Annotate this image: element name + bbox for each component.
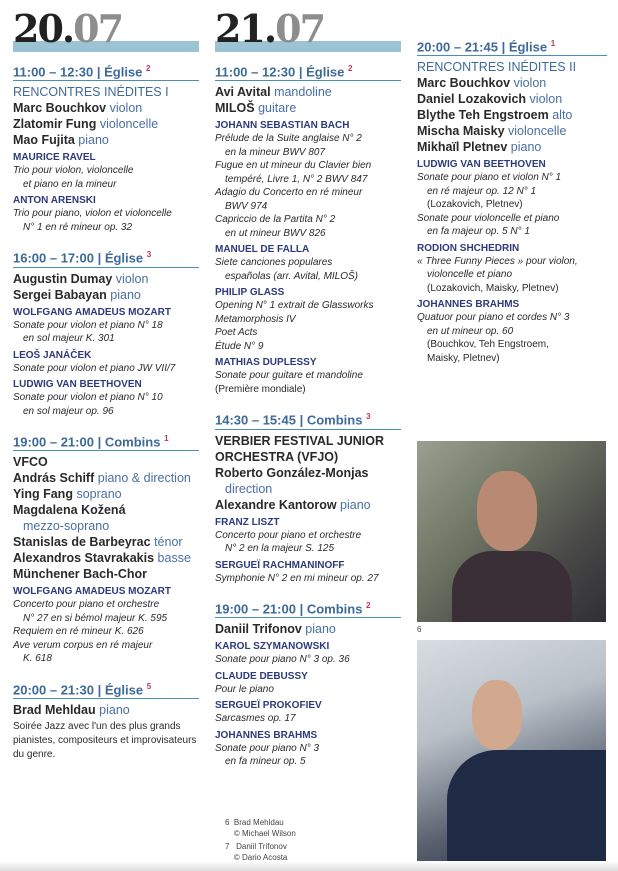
performer-name: Mikhaïl Pletnev [417,140,508,155]
time-venue: 11:00 – 12:30 | Église [215,64,345,80]
performer [417,75,607,91]
performer-name: Marc Bouchkov [417,76,511,91]
time-venue: 19:00 – 21:00 | Combins [215,601,363,617]
work-title: Sonate pour piano et violon N° 1 [417,172,562,184]
work-title: Adagio du Concerto en ré mineur [215,187,363,199]
performer-name: Alexandros Stavrakakis [13,551,155,566]
performer-role: piano [305,622,336,637]
composer-name: SERGUEÏ RACHMANINOFF [215,559,345,571]
work-title: en sol majeur op. 96 [23,405,114,417]
date-day: 20. [13,6,74,51]
performer-name: Magdalena Kožená [13,503,126,518]
portrait-face [477,471,537,551]
concert-section [13,682,199,762]
performer-role: violon [513,76,547,91]
composer-name: PHILIP GLASS [215,287,285,299]
work-title: Étude N° 9 [215,340,264,352]
performer-role: piano [110,287,141,302]
concert-section [215,412,401,585]
work-title: Trio pour violon, violoncelle [13,165,134,177]
performer [13,566,199,582]
performer-role: mezzo-soprano [23,519,110,534]
composer-name: MATHIAS DUPLESSY [215,357,317,369]
credit-name: Brad Mehldau [233,818,284,827]
work-title: Prélude de la Suite anglaise N° 2 [215,133,362,145]
portrait-suit [447,750,606,866]
performer-role: guitare [258,101,297,116]
time-venue: 19:00 – 21:00 | Combins [13,434,161,450]
composer-name: LUDWIG VAN BEETHOVEN [417,159,546,171]
performer-role: piano [78,133,109,148]
performer-name: Stanislas de Barbeyrac [13,535,151,550]
performer [215,497,401,513]
work-title: Poet Acts [215,327,258,339]
work-title: Sonate pour violon et piano JW VII/7 [13,362,176,374]
performer [13,502,199,518]
performer-name: Roberto González-Monjas [215,465,369,480]
work-title: en ré majeur op. 12 N° 1 [427,185,537,197]
concert-description: Soirée Jazz avec l'un des plus grands pianistes, compositeurs et improvisateurs du genre. [13,721,197,761]
performer [13,454,199,470]
concert-time-venue [13,250,199,267]
work-title: en ut mineur BWV 826 [225,227,326,239]
date-number [215,6,325,51]
time-venue: 20:00 – 21:45 | Église [417,39,548,55]
bottom-shadow [0,861,618,871]
performer [13,470,199,486]
performer-name: Mischa Maisky [417,124,505,139]
column-20-07 [13,0,199,762]
work-title: en fa majeur op. 5 N° 1 [427,226,530,238]
concert-time-venue [215,412,401,429]
work-title: en fa mineur op. 5 [225,756,306,768]
performer [215,621,401,637]
concert-section [13,434,199,666]
concert-section [215,601,401,769]
performer [13,132,199,148]
performer [13,287,199,303]
performer [13,534,199,550]
performance-note: (Lozakovich, Maisky, Pletnev) [427,282,559,294]
venue-footnote: 2 [366,601,371,611]
performer [417,139,607,155]
concert-section [13,250,199,418]
work-title: en la mineur BWV 807 [225,146,326,158]
work-title: Sonate pour guitare et mandoline [215,370,363,382]
performer-name: VERBIER FESTIVAL JUNIOR ORCHESTRA (VFJO) [215,433,385,464]
photo-number: 6 [417,625,422,634]
work-title: Capriccio de la Partita N° 2 [215,214,336,226]
column-21-07 [215,0,401,769]
performance-note: (Lozakovich, Pletnev) [427,199,523,211]
composer-name: CLAUDE DEBUSSY [215,670,308,682]
concert-section [13,64,199,234]
performer-role: piano & direction [97,471,191,486]
work-title: Sarcasmes op. 17 [215,713,296,725]
performer-name: Blythe Teh Engstroem [417,108,549,123]
concert-time-venue [215,64,401,81]
performer-role: violoncelle [508,124,567,139]
concert-time-venue [13,434,199,451]
work-title: N° 2 en la majeur S. 125 [225,543,335,555]
composer-name: MAURICE RAVEL [13,152,96,164]
composer-name: JOHANNES BRAHMS [215,729,318,741]
work-title: tempéré, Livre 1, N° 2 BWV 847 [225,173,368,185]
performer [215,84,401,100]
performer [417,91,607,107]
venue-footnote: 5 [146,681,152,691]
date-header [13,0,199,52]
venue-footnote: 2 [348,64,353,73]
composer-name: MANUEL DE FALLA [215,244,310,256]
performer-role: soprano [76,487,122,502]
date-day: 21. [215,6,276,51]
performer [13,100,199,116]
credit-number: 7 [225,842,230,851]
composer-name: WOLFGANG AMADEUS MOZART [13,586,171,598]
work-title: et piano en la mineur [23,178,117,190]
work-title: N° 27 en si bémol majeur K. 595 [23,612,168,624]
work-title: Sonate pour piano N° 3 [215,742,320,754]
portrait-shirt [452,551,572,622]
performer-role: violon [115,271,149,286]
performer-role: mandoline [274,85,332,100]
composer-name: KAROL SZYMANOWSKI [215,641,330,653]
work-title: Symphonie N° 2 en mi mineur op. 27 [215,572,379,584]
concert-time-venue [13,682,199,699]
work-title: Metamorphosis IV [215,313,296,325]
time-venue: 11:00 – 12:30 | Église [13,64,143,80]
credit-photographer: © Dario Acosta [233,853,288,862]
work-title: BWV 974 [225,200,268,212]
work-title: Concerto pour piano et orchestre [215,529,362,541]
photo-credit-6 [225,817,296,839]
performer [13,116,199,132]
performer-role: piano [99,703,130,718]
concert-section [215,64,401,396]
concert-time-venue [215,601,401,618]
concert-time-venue [417,39,607,56]
performer-name: Alexandre Kantorow [215,497,337,512]
performer-role: violon [109,101,143,116]
performer-role: piano [340,497,371,512]
performer-role: violoncelle [99,117,159,132]
composer-name: JOHANNES BRAHMS [417,299,520,311]
work-title: violoncelle et piano [427,269,513,281]
performance-note: (Bouchkov, Teh Engstroem, [427,339,549,351]
performance-note: (Première mondiale) [215,383,306,395]
performer-name: MILOŠ [215,101,255,116]
venue-footnote: 1 [550,39,556,48]
time-venue: 14:30 – 15:45 | Combins [215,412,363,428]
work-title: Trio pour piano, violon et violoncelle [13,208,172,220]
concert-section [417,39,607,365]
work-title: españolas (arr. Avital, MILOŠ) [225,270,359,282]
performer-role: direction [225,481,273,496]
concert-title: RENCONTRES INÉDITES II [417,60,577,75]
work-title: Requiem en ré mineur K. 626 [13,626,144,638]
performer [215,465,401,481]
performer-role: piano [510,140,542,155]
composer-name: LUDWIG VAN BEETHOVEN [13,379,142,391]
work-title: N° 1 en ré mineur op. 32 [23,221,133,233]
composer-name: SERGUEÏ PROKOFIEV [215,700,322,712]
performer-name: Münchener Bach-Chor [13,567,148,582]
column-21-07-evening [417,29,607,365]
performer [13,486,199,502]
work-title: Sonate pour violoncelle et piano [417,212,560,224]
work-title: Sonate pour violon et piano N° 10 [13,392,163,404]
credit-number: 6 [225,818,230,827]
time-venue: 20:00 – 21:30 | Église [13,682,144,698]
credit-name: Daniil Trifonov [236,842,287,851]
performer [13,550,199,566]
concert-title: RENCONTRES INÉDITES I [13,85,169,100]
performer-name: Daniel Lozakovich [417,92,527,107]
venue-footnote: 1 [164,434,169,444]
performer-name: Brad Mehldau [13,703,96,718]
time-venue: 16:00 – 17:00 | Église [13,250,144,266]
work-title: Siete canciones populares [215,257,333,269]
credit-photographer: © Michael Wilson [233,829,296,838]
work-title: Fugue en ut mineur du Clavier bien [215,160,372,172]
performer [417,107,607,123]
performance-note: Maisky, Pletnev) [427,352,500,364]
composer-name: JOHANN SEBASTIAN BACH [215,120,350,132]
composer-name: WOLFGANG AMADEUS MOZART [13,306,171,318]
performer-name: Marc Bouchkov [13,101,107,116]
portrait-face [472,680,522,750]
work-title: Ave verum corpus en ré majeur [13,639,153,651]
work-title: en sol majeur K. 301 [23,333,115,345]
photo-daniil-trifonov [417,640,606,866]
performer [417,123,607,139]
date-header [215,0,401,52]
work-title: Opening N° 1 extrait de Glassworks [215,300,374,312]
work-title: K. 618 [23,653,52,665]
work-title: Concerto pour piano et orchestre [13,599,160,611]
date-number [13,6,123,51]
performer-name: Augustin Dumay [13,271,113,286]
performer [215,433,401,465]
performer [13,702,199,718]
performer-role: violon [529,92,563,107]
work-title: Sonate pour violon et piano N° 18 [13,319,163,331]
composer-name: RODION SHCHEDRIN [417,242,520,254]
performer-name: Avi Avital [215,85,271,100]
work-title: Sonate pour piano N° 3 op. 36 [215,654,350,666]
work-title: « Three Funny Pieces » pour violon, [417,255,578,267]
performer-role: basse [157,551,191,566]
performer-name: András Schiff [13,471,95,486]
performer [215,100,401,116]
photo-credit-7 [225,841,287,863]
performer-role: ténor [154,535,183,550]
performer-name: Sergei Babayan [13,287,107,302]
venue-footnote: 3 [146,250,152,260]
performer-name: VFCO [13,455,48,470]
performer-name: Zlatomir Fung [13,117,97,132]
composer-name: ANTON ARENSKI [13,195,96,207]
performer-name: Ying Fang [13,487,73,502]
composer-name: LEOŠ JANÁČEK [13,349,92,361]
work-title: en ut mineur op. 60 [427,325,514,337]
performer [13,271,199,287]
photo-brad-mehldau [417,441,606,622]
performer-role: alto [552,108,573,123]
venue-footnote: 3 [366,412,371,422]
performer-name: Mao Fujita [13,133,75,148]
venue-footnote: 2 [146,64,151,73]
concert-time-venue [13,64,199,81]
date-month: 07 [73,6,123,51]
date-month: 07 [275,6,325,51]
performer-name: Daniil Trifonov [215,622,302,637]
work-title: Quatuor pour piano et cordes N° 3 [417,312,570,324]
composer-name: FRANZ LISZT [215,516,280,528]
work-title: Pour le piano [215,683,274,695]
